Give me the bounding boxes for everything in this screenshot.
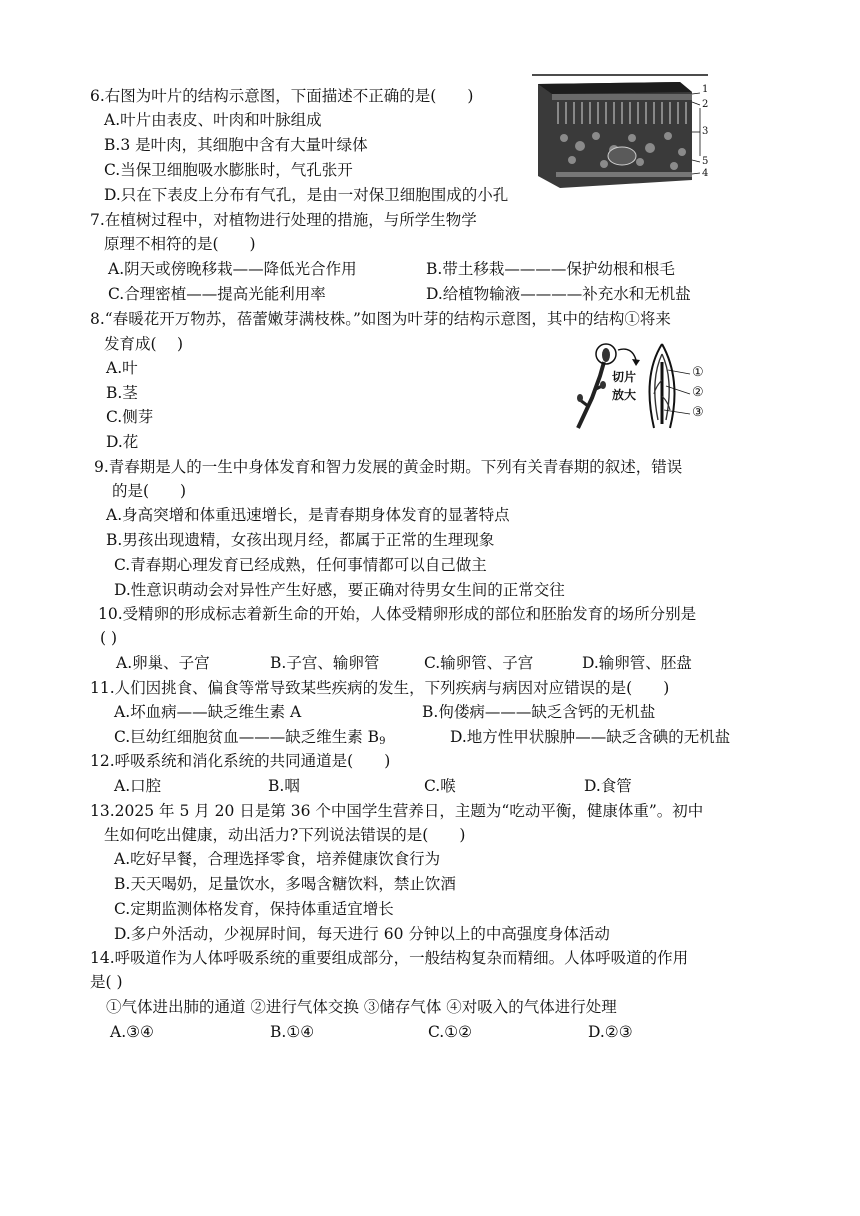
- q8-option-a: A.叶: [106, 359, 138, 377]
- q10-stem-line2: ( ): [100, 629, 118, 647]
- q11-option-c: [114, 726, 385, 753]
- q8-stem-line1: 8.“春暖花开万物苏，蓓蕾嫩芽满枝株。”如图为叶芽的结构示意图，其中的结构①将来: [90, 310, 671, 328]
- bud-label-slice: 切片: [612, 370, 637, 384]
- bud-marker-1: ①: [692, 365, 704, 380]
- q7-stem-line2: 原理不相符的是( ): [104, 235, 256, 253]
- q8-option-c: C.侧芽: [106, 408, 154, 426]
- leaf-cross-section-image: [530, 72, 712, 194]
- leaf-label-5: 5: [702, 156, 709, 167]
- q7-option-a: A.阴天或傍晚移栽——降低光合作用: [108, 260, 357, 278]
- q7-option-c: C.合理密植——提高光能利用率: [108, 285, 326, 303]
- leaf-structure-figure: [530, 72, 712, 194]
- bud-marker-2: ②: [692, 385, 704, 400]
- q14-option-b: B.①④: [270, 1023, 315, 1041]
- q12-stem: 12.呼吸系统和消化系统的共同通道是( ): [90, 752, 391, 770]
- q9-stem-line2: 的是( ): [112, 482, 187, 500]
- q11-option-d: D.地方性甲状腺肿——缺乏含碘的无机盐: [450, 728, 731, 746]
- q13-stem-line2: 生如何吃出健康，动出活力?下列说法错误的是( ): [104, 826, 466, 844]
- leaf-label-3: 3: [702, 126, 709, 137]
- q10-stem-line1: 10.受精卵的形成标志着新生命的开始，人体受精卵形成的部位和胚胎发育的场所分别是: [98, 605, 697, 623]
- q9-option-c: C.青春期心理发育已经成熟，任何事情都可以自己做主: [114, 556, 487, 574]
- q8-option-d: D.花: [106, 433, 139, 451]
- q6-stem: 6.右图为叶片的结构示意图，下面描述不正确的是( ): [90, 87, 474, 105]
- q14-stem-line1: 14.呼吸道作为人体呼吸系统的重要组成部分，一般结构复杂而精细。人体呼吸道的作用: [90, 949, 689, 967]
- q6-option-a: A.叶片由表皮、叶肉和叶脉组成: [104, 111, 322, 129]
- q13-option-b: B.天天喝奶，足量饮水，多喝含糖饮料，禁止饮酒: [114, 875, 456, 893]
- q12-option-c: C.喉: [424, 777, 456, 795]
- q13-option-a: A.吃好早餐，合理选择零食，培养健康饮食行为: [114, 850, 441, 868]
- q14-option-c: C.①②: [428, 1023, 473, 1041]
- q8-stem-line2: 发育成( ): [104, 335, 184, 353]
- q8-option-b: B.茎: [106, 384, 138, 402]
- q10-option-d: D.输卵管、胚盘: [582, 654, 692, 672]
- q7-stem-line1: 7.在植树过程中，对植物进行处理的措施，与所学生物学: [90, 211, 477, 229]
- bud-marker-3: ③: [692, 405, 704, 420]
- leaf-label-2: 2: [702, 99, 709, 110]
- q6-option-b: B.3 是叶肉，其细胞中含有大量叶绿体: [104, 136, 368, 154]
- q13-option-c: C.定期监测体格发育，保持体重适宜增长: [114, 900, 394, 918]
- q13-stem-line1: 13.2025 年 5 月 20 日是第 36 个中国学生营养日，主题为“吃动平衡，健康体重”。初中: [90, 802, 704, 820]
- q11-option-a: A.坏血病——缺乏维生素 A: [114, 703, 302, 721]
- leaf-bud-figure: [570, 340, 720, 432]
- q9-stem-line1: 9.青春期是人的一生中身体发育和智力发展的黄金时期。下列有关青春期的叙述，错误: [94, 458, 683, 476]
- q10-option-b: B.子宫、输卵管: [270, 654, 380, 672]
- leaf-label-4: 4: [702, 168, 709, 179]
- q11-option-b: B.佝偻病———缺乏含钙的无机盐: [422, 703, 656, 721]
- q14-option-a: A.③④: [110, 1023, 154, 1041]
- q7-option-d: D.给植物输液————补充水和无机盐: [426, 285, 691, 303]
- q7-option-b: B.带土移栽————保护幼根和根毛: [426, 260, 675, 278]
- q13-option-d: D.多户外活动，少视屏时间，每天进行 60 分钟以上的中高强度身体活动: [114, 925, 610, 943]
- q12-option-b: B.咽: [268, 777, 300, 795]
- q14-items: ①气体进出肺的通道 ②进行气体交换 ③储存气体 ④对吸入的气体进行处理: [106, 998, 617, 1016]
- q9-option-b: B.男孩出现遗精，女孩出现月经，都属于正常的生理现象: [106, 531, 495, 549]
- q11-option-c-text: C.巨幼红细胞贫血———缺乏维生素 B: [114, 728, 380, 746]
- q11-option-c-sub: 9: [379, 736, 386, 747]
- q6-option-d: D.只在下表皮上分布有气孔，是由一对保卫细胞围成的小孔: [104, 186, 509, 204]
- q11-stem: 11.人们因挑食、偏食等常导致某些疾病的发生，下列疾病与病因对应错误的是( ): [90, 679, 670, 697]
- q12-option-a: A.口腔: [114, 777, 162, 795]
- q12-option-d: D.食管: [584, 777, 632, 795]
- q10-option-a: A.卵巢、子宫: [116, 654, 210, 672]
- q14-stem-line2: 是( ): [90, 973, 123, 991]
- q14-option-d: D.②③: [588, 1023, 633, 1041]
- q6-option-c: C.当保卫细胞吸水膨胀时，气孔张开: [104, 161, 353, 179]
- q9-option-a: A.身高突增和体重迅速增长，是青春期身体发育的显著特点: [106, 506, 510, 524]
- q10-option-c: C.输卵管、子宫: [424, 654, 534, 672]
- q9-option-d: D.性意识萌动会对异性产生好感，要正确对待男女生间的正常交往: [114, 581, 565, 599]
- leaf-label-1: 1: [702, 84, 709, 95]
- bud-label-enlarge: 放大: [612, 388, 637, 402]
